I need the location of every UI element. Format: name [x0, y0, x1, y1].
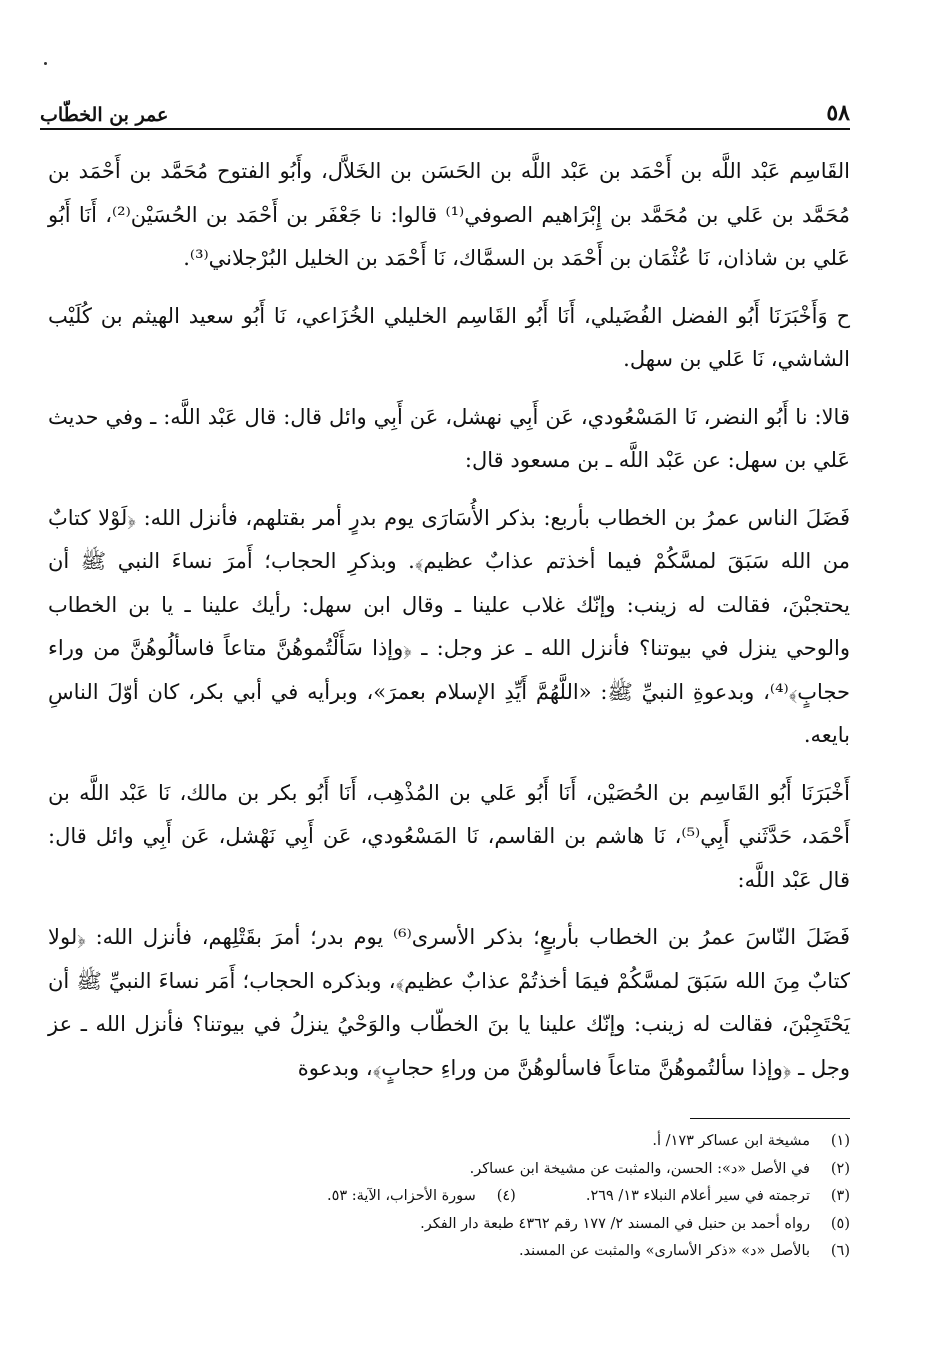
- footnote-rule: [690, 1118, 850, 1119]
- footnote-3-4: [120, 1183, 850, 1211]
- footnote-6: [120, 1238, 850, 1266]
- footnote-text: بالأصل «د» «ذكر الأسارى» والمثبت عن المسند.: [518, 1243, 810, 1259]
- paragraph-4: فَضَلَ الناس عمرُ بن الخطاب بأربع: بذكر الأُسَارَى يوم بدرٍ أمر بقتلهم، فأنزل الله: ﴿لَوْلا كتابٌ من الله سَبَقَ لمسَّكُمْ فيما أخذتم عذابٌ عظيم﴾. وبذكرِ الحجاب؛ أَمرَ نساءَ النبي ﷺ أن يحتجبْنَ، فقالت له زينب: وإنّك غلاب علينا ـ وقال ابن سهل: رأيك علينا ـ يا بن الخطاب والوحي ينزل في بيوتنا؟ فأنزل الله ـ عز وجل: ـ ﴿وإذا سَأَلْتُموهُنَّ متاعاً فاسألُوهُنَّ من وراء حجابٍ﴾⁽⁴⁾، وبدعوةِ النبيِّ ﷺ: «اللَّهُمَّ أَيِّدِ الإسلام بعمرَ»، وبرأيه في أبي بكر، كان أوّلَ الناسِ بايعه.: [48, 505, 850, 747]
- footnote-number: (٤): [496, 1188, 516, 1204]
- paragraph-6: فَضَلَ النّاسَ عمرُ بن الخطاب بأربعٍ؛ بذكر الأسرى⁽⁶⁾ يوم بدر؛ أمرَ بقَتْلِهم، فأنزل الله: ﴿لولا كتابٌ مِنَ الله سَبَقَ لمسَّكُمْ فيمَا أخذتُمْ عذابٌ عظيم﴾، وبذكره الحجاب؛ أَمَر نساءَ النبيِّ ﷺ أن يَحْتَجِبْنَ، فقالت له زينب: وإنّك علينا يا بنَ الخطّاب والوَحْيُ ينزلُ في بيوتنا؟ فأنزل الله ـ عز وجل ـ ﴿وإذا سألتُموهُنَّ متاعاً فاسألوهُنَّ من وراءِ حجابٍ﴾، وبدعوة: [48, 925, 850, 1080]
- running-title: عمر بن الخطّاب: [40, 104, 169, 126]
- paragraph-5: أَخْبَرَنَا أَبُو القَاسِم بن الحُصَيْن، أَنَا أَبُو عَلي بن المُذْهِب، أَنَا أَبُو بكر بن مالك، نَا عَبْد اللَّه بن أَحْمَد، حَدَّثَني أَبِي⁽⁵⁾، نَا هاشم بن القاسم، نَا المَسْعُودي، عَن أَبِي نَهْشل، عَن أَبِي وائل قال: قال عَبْد اللَّه:: [48, 780, 851, 892]
- footnote-number: (١): [830, 1133, 850, 1149]
- footnotes: [120, 1128, 850, 1266]
- footnote-5: [120, 1211, 850, 1239]
- paragraph-1: القَاسِم عَبْد اللَّه بن أَحْمَد بن عَبْد اللَّه بن الحَسَن بن الخَلاَّل، وأَبُو الفتوح مُحَمَّد بن أَحْمَد بن مُحَمَّد بن عَلي بن مُحَمَّد بن إِبْرَاهيم الصوفي⁽¹⁾ قالوا: نا جَعْفَر بن أَحْمَد بن الحُسَيْن⁽²⁾، أَنَا أَبُو عَلي بن شاذان، نَا عُثْمَان بن أَحْمَد بن السمَّاك، نَا أَحْمَد بن الخليل البُرْجلاني⁽³⁾.: [48, 159, 850, 270]
- running-header: [40, 92, 850, 126]
- footnote-text: سورة الأحزاب، الآية: ٥٣.: [326, 1188, 476, 1204]
- footnote-number: (٥): [830, 1215, 850, 1232]
- footnote-text: في الأصل «د»: الحسن، والمثبت عن مشيخة ابن عساكر.: [469, 1160, 810, 1177]
- scan-speck: [44, 62, 47, 65]
- paragraph-2: ح وَأَخْبَرَنَا أَبُو الفضل الفُضَيلي، أَنَا أَبُو القَاسِم الخليلي الخُزَاعي، نَا أَبُو سعيد الهيثم بن كُلَيْب الشاشي، نَا عَلي بن سهل.: [48, 303, 850, 371]
- footnote-text: ترجمته في سير أعلام النبلاء ١٣/ ٢٦٩.: [585, 1188, 810, 1204]
- footnote-text: رواه أحمد بن حنبل في المسند ٢/ ١٧٧ رقم ٤٣٦٢ طبعة دار الفكر.: [420, 1215, 810, 1232]
- footnote-1: [120, 1128, 850, 1156]
- footnote-number: (٣): [830, 1188, 850, 1204]
- paragraph-3: قالا: نا أَبُو النضر، نَا المَسْعُودي، عَن أَبِي نهشل، عَن أَبِي وائل قال: قال عَبْد اللَّه: ـ وفي حديث عَلي بن سهل: عن عَبْد اللَّه ـ بن مسعود قال:: [48, 404, 850, 472]
- main-text: [48, 150, 850, 1104]
- header-rule: [40, 128, 850, 130]
- footnote-number: (٢): [830, 1160, 850, 1177]
- footnote-number: (٦): [830, 1243, 850, 1259]
- footnote-2: [120, 1156, 850, 1184]
- footnote-text: مشيخة ابن عساكر ١٧٣/ أ.: [652, 1133, 810, 1149]
- page-number: ٥٨: [826, 100, 850, 126]
